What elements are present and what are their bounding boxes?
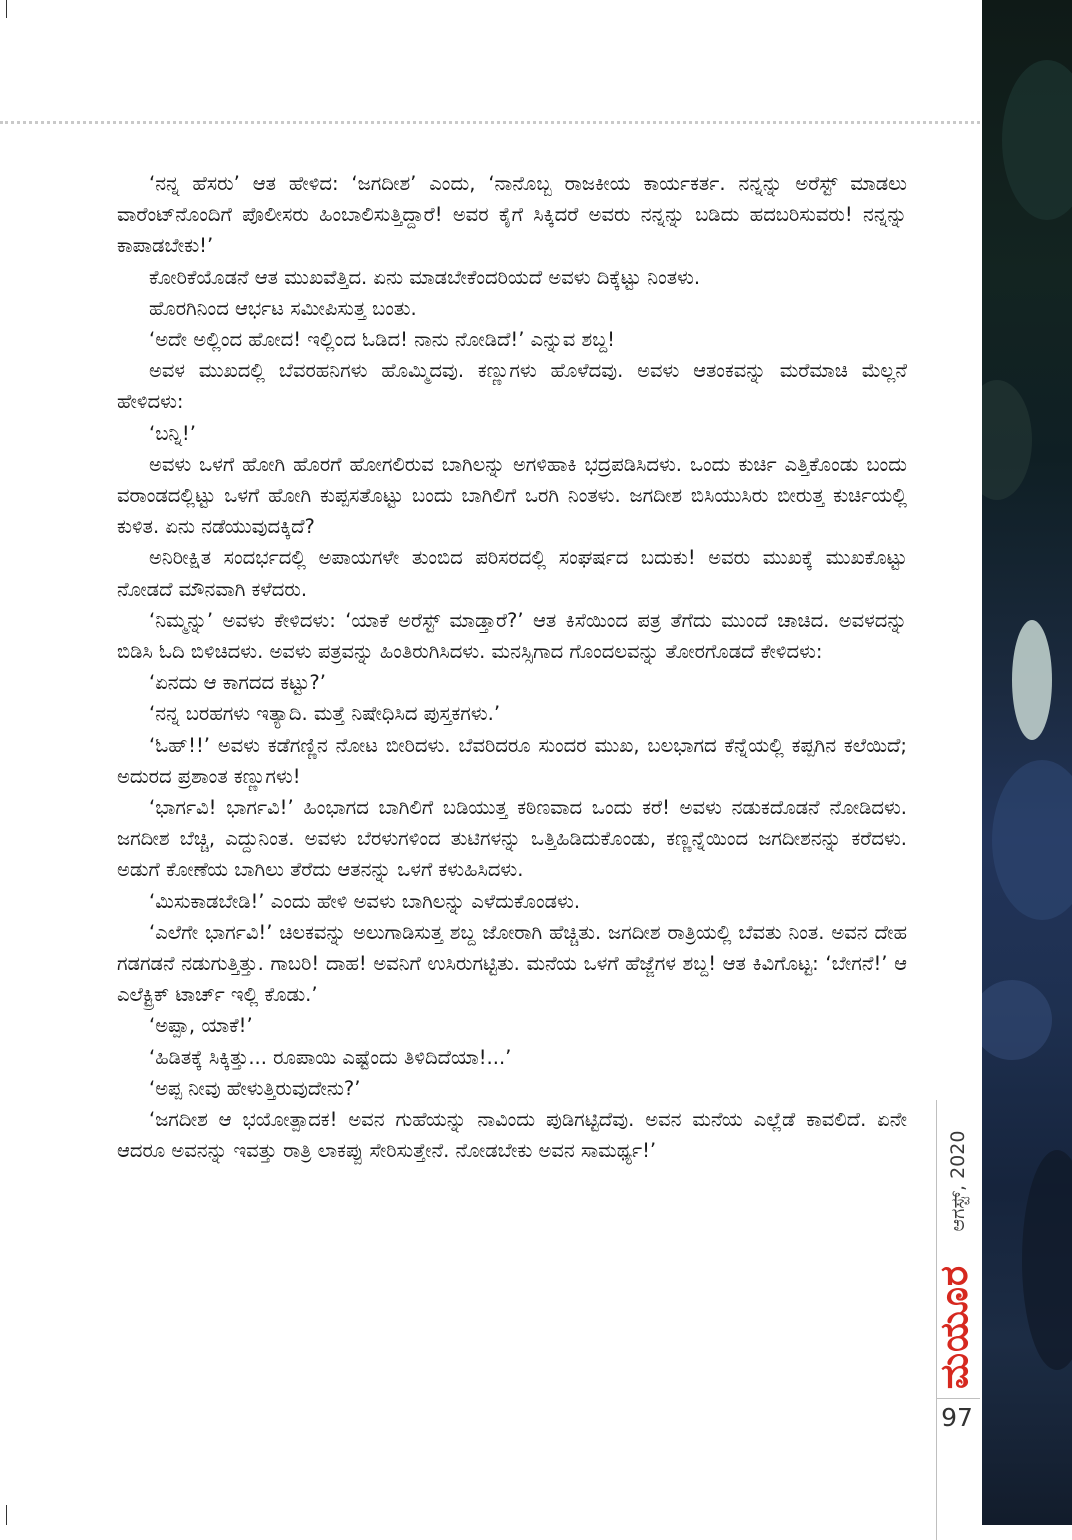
story-paragraph: ‘ಮಿಸುಕಾಡಬೇಡಿ!’ ಎಂದು ಹೇಳಿ ಅವಳು ಬಾಗಿಲನ್ನು ಎಳೆದುಕೊಂಡಳು. (149, 889, 581, 913)
story-paragraph: ಅವಳು ಒಳಗೆ ಹೋಗಿ ಹೊರಗೆ ಹೋಗಲಿರುವ ಬಾಗಿಲನ್ನು ಅಗಳಿಹಾಕಿ ಭದ್ರಪಡಿಸಿದಳು. ಒಂದು ಕುರ್ಚಿ ಎತ್ತಿಕೊಂಡು ಬಂದು ವರಾಂಡದಲ್ಲಿಟ್ಟು ಒಳಗೆ ಹೋಗಿ ಕುಪ್ಪಸತೊಟ್ಟು ಬಂದು ಬಾಗಿಲಿಗೆ ಒರಗಿ ನಿಂತಳು. ಜಗದೀಶ ಬಿಸಿಯುಸಿರು ಬೀರುತ್ತ ಕುರ್ಚಿಯಲ್ಲಿ ಕುಳಿತ. ಏನು ನಡೆಯುವುದಕ್ಕಿದೆ? (117, 452, 907, 539)
crop-mark-top (6, 0, 7, 18)
story-paragraph: ‘ಜಗದೀಶ ಆ ಭಯೋತ್ಪಾದಕ! ಅವನ ಗುಹೆಯನ್ನು ನಾವಿಂದು ಪುಡಿಗಟ್ಟಿದೆವು. ಅವನ ಮನೆಯ ಎಲ್ಲೆಡೆ ಕಾವಲಿದೆ. ಏನೇ ಆದರೂ ಅವನನ್ನು ಇವತ್ತು ರಾತ್ರಿ ಲಾಕಪ್ಪು ಸೇರಿಸುತ್ತೇನೆ. ನೋಡಬೇಕು ಅವನ ಸಾಮರ್ಥ್ಯ!’ (117, 1108, 907, 1163)
page-number-rule (936, 1398, 980, 1399)
issue-date: ಆಗಸ್ಟ್, 2020 (947, 1130, 969, 1232)
story-paragraph: ‘ನನ್ನ ಹೆಸರು’ ಆತ ಹೇಳಿದ: ‘ಜಗದೀಶ’ ಎಂದು, ‘ನಾನೊಬ್ಬ ರಾಜಕೀಯ ಕಾರ್ಯಕರ್ತ. ನನ್ನನ್ನು ಅರೆಸ್ಟ್ ಮಾಡಲು ವಾರೆಂಟ್‌ನೊಂದಿಗೆ ಪೊಲೀಸರು ಹಿಂಬಾಲಿಸುತ್ತಿದ್ದಾರೆ! ಅವರ ಕೈಗೆ ಸಿಕ್ಕಿದರೆ ಅವರು ನನ್ನನ್ನು ಬಡಿದು ಹದಬರಿಸುವರು! ನನ್ನನ್ನು ಕಾಪಾಡಬೇಕು!’ (117, 172, 907, 258)
story-paragraph: ‘ಭಾರ್ಗವಿ! ಭಾರ್ಗವಿ!’ ಹಿಂಭಾಗದ ಬಾಗಿಲಿಗೆ ಬಡಿಯುತ್ತ ಕಠಿಣವಾದ ಒಂದು ಕರೆ! ಅವಳು ನಡುಕದೊಡನೆ ನೋಡಿದಳು. ಜಗದೀಶ ಬೆಚ್ಚಿ, ಎದ್ದುನಿಂತ. ಅವಳು ಬೆರಳುಗಳಿಂದ ತುಟಿಗಳನ್ನು ಒತ್ತಿಹಿಡಿದುಕೊಂಡು, ಕಣ್ಣನ್ನೆಯಿಂದ ಜಗದೀಶನನ್ನು ಕರೆದಳು. ಅಡುಗೆ ಕೋಣೆಯ ಬಾಗಿಲು ತೆರೆದು ಆತನನ್ನು ಒಳಗೆ ಕಳುಹಿಸಿದಳು. (117, 796, 907, 882)
header-dotted-rule (0, 121, 985, 124)
magazine-logo: ಮಯೂರ (932, 1264, 976, 1390)
story-paragraph: ‘ಅಪ್ಪಾ, ಯಾಕೆ!’ (149, 1014, 253, 1038)
story-paragraph: ಅವಳ ಮುಖದಲ್ಲಿ ಬೆವರಹನಿಗಳು ಹೊಮ್ಮಿದವು. ಕಣ್ಣುಗಳು ಹೊಳೆದವು. ಅವಳು ಆತಂಕವನ್ನು ಮರೆಮಾಚಿ ಮೆಲ್ಲನೆ ಹೇಳಿದಳು: (117, 359, 907, 414)
side-illustration (982, 0, 1072, 1525)
story-paragraph: ಕೋರಿಕೆಯೊಡನೆ ಆತ ಮುಖವೆತ್ತಿದ. ಏನು ಮಾಡಬೇಕೆಂದರಿಯದೆ ಅವಳು ದಿಕ್ಕೆಟ್ಟು ನಿಂತಳು. (149, 265, 701, 289)
story-paragraph: ‘ಅಪ್ಪ ನೀವು ಹೇಳುತ್ತಿರುವುದೇನು?’ (149, 1076, 361, 1100)
story-paragraph: ಅನಿರೀಕ್ಷಿತ ಸಂದರ್ಭದಲ್ಲಿ ಅಪಾಯಗಳೇ ತುಂಬಿದ ಪರಿಸರದಲ್ಲಿ ಸಂಘರ್ಷದ ಬದುಕು! ಅವರು ಮುಖಕ್ಕೆ ಮುಖಕೊಟ್ಟು ನೋಡದೆ ಮೌನವಾಗಿ ಕಳೆದರು. (117, 546, 907, 601)
crop-mark-bottom (6, 1505, 7, 1525)
story-paragraph: ‘ಬನ್ನಿ!’ (149, 421, 196, 445)
story-paragraph: ‘ನಿಮ್ಮನ್ನು’ ಅವಳು ಕೇಳಿದಳು: ‘ಯಾಕೆ ಅರೆಸ್ಟ್ ಮಾಡ್ತಾರೆ?’ ಆತ ಕಿಸೆಯಿಂದ ಪತ್ರ ತೆಗೆದು ಮುಂದೆ ಚಾಚಿದ. ಅವಳದನ್ನು ಬಿಡಿಸಿ ಓದಿ ಬಿಳಿಚಿದಳು. ಅವಳು ಪತ್ರವನ್ನು ಹಿಂತಿರುಗಿಸಿದಳು. ಮನಸ್ಸಿಗಾದ ಗೊಂದಲವನ್ನು ತೋರಗೊಡದೆ ಕೇಳಿದಳು: (117, 608, 907, 664)
story-paragraph: ‘ನನ್ನ ಬರಹಗಳು ಇತ್ಯಾದಿ. ಮತ್ತೆ ನಿಷೇಧಿಸಿದ ಪುಸ್ತಕಗಳು.’ (149, 702, 501, 726)
page-number: 97 (941, 1403, 973, 1432)
story-paragraph: ಹೊರಗಿನಿಂದ ಆರ್ಭಟ ಸಮೀಪಿಸುತ್ತ ಬಂತು. (149, 296, 417, 320)
story-paragraph: ‘ಅದೇ ಅಲ್ಲಿಂದ ಹೋದ! ಇಲ್ಲಿಂದ ಓಡಿದ! ನಾನು ನೋಡಿದೆ!’ ಎನ್ನುವ ಶಬ್ದ! (149, 328, 615, 352)
story-paragraph: ‘ಎಲೆಗೇ ಭಾರ್ಗವಿ!’ ಚಿಲಕವನ್ನು ಅಲುಗಾಡಿಸುತ್ತ ಶಬ್ದ ಜೋರಾಗಿ ಹೆಚ್ಚಿತು. ಜಗದೀಶ ರಾತ್ರಿಯಲ್ಲಿ ಬೆವತು ನಿಂತ. ಅವನ ದೇಹ ಗಡಗಡನೆ ನಡುಗುತ್ತಿತ್ತು. ಗಾಬರಿ! ದಾಹ! ಅವನಿಗೆ ಉಸಿರುಗಟ್ಟಿತು. ಮನೆಯ ಒಳಗೆ ಹೆಜ್ಜೆಗಳ ಶಬ್ದ! ಆತ ಕಿವಿಗೊಟ್ಟ: ‘ಬೇಗನೆ!’ ಆ ಎಲೆಕ್ಟ್ರಿಕ್ ಟಾರ್ಚ್ ಇಲ್ಲಿ ಕೊಡು.’ (117, 920, 907, 1007)
story-paragraph: ‘ಏನದು ಆ ಕಾಗದದ ಕಟ್ಟು?’ (149, 671, 326, 695)
story-paragraph: ‘ಹಿಡಿತಕ್ಕೆ ಸಿಕ್ಕಿತ್ತು... ರೂಪಾಯಿ ಎಷ್ಟೆಂದು ತಿಳಿದಿದೆಯಾ!...’ (149, 1045, 512, 1069)
story-body (117, 168, 907, 1167)
story-paragraph: ‘ಓಹ್!!’ ಅವಳು ಕಡೆಗಣ್ಣಿನ ನೋಟ ಬೀರಿದಳು. ಬೆವರಿದರೂ ಸುಂದರ ಮುಖ, ಬಲಭಾಗದ ಕೆನ್ನೆಯಲ್ಲಿ ಕಪ್ಪಗಿನ ಕಲೆಯಿದೆ; ಅದುರದ ಪ್ರಶಾಂತ ಕಣ್ಣುಗಳು! (117, 733, 907, 788)
